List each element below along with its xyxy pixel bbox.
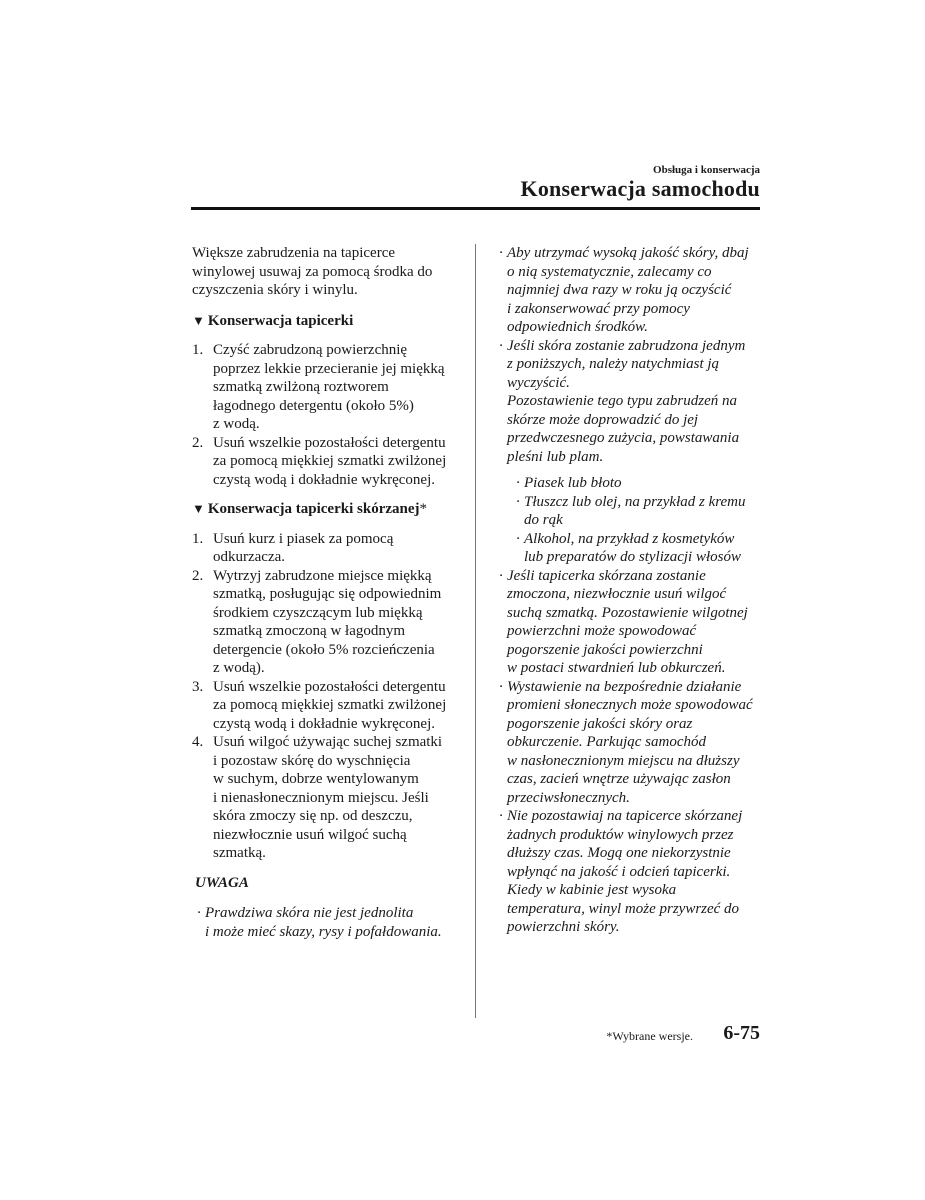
section-heading-leather: ▼ Konserwacja tapicerki skórzanej* — [192, 501, 428, 517]
list-item: · Jeśli skóra zostanie zabrudzona jednym z poniższych, należy natychmiast ją wyczyścić. Pozostawienie tego typu zabrudzeń na skórze może doprowadzić do jej przedwczesnego zużycia, powstawania pleśni lub plam. · Piasek lub błoto · Tłuszcz lub olej, na przykład z kremu do rąk · Alkohol, na przykład z kosmetyków lub preparatów do stylizacji włosów — [498, 337, 766, 567]
chapter-title: Obsługa i konserwacja — [653, 164, 760, 176]
footnote: *Wybrane wersje. — [606, 1029, 693, 1043]
right-column — [498, 244, 766, 937]
section-heading-upholstery: ▼ Konserwacja tapicerki — [192, 312, 354, 329]
list-item: 2. Wytrzyj zabrudzone miejsce miękką szmatką, posługując się odpowiednim środkiem czyszczącym lub miękką szmatką zmoczoną w łagodnym detergencie (około 5% rozcieńczenia z wodą). — [192, 567, 442, 676]
note-bullet: · Prawdziwa skóra nie jest jednolita i może mieć skazy, rysy i pofałdowania. — [197, 905, 442, 940]
list-item: 3. Usuń wszelkie pozostałości detergentu za pomocą miękkiej szmatki zwilżonej czystą wodą i dokładnie wykręconej. — [192, 678, 447, 732]
list-item: · Jeśli tapicerka skórzana zostanie zmoczona, niezwłocznie usuń wilgoć suchą szmatką. Pozostawienie wilgotnej powierzchni może spowodować pogorszenie jakości powierzchni w postaci stwardnień lub obkurczeń. — [499, 567, 748, 676]
list-item: 2. Usuń wszelkie pozostałości detergentu za pomocą miękkiej szmatki zwilżonej czystą wodą i dokładnie wykręconej. — [192, 434, 447, 488]
optional-version-mark: * — [419, 501, 428, 517]
note-title: UWAGA — [195, 874, 249, 891]
page-number: 6-75 — [723, 1022, 760, 1044]
leather-steps — [192, 530, 457, 863]
list-item: · Nie pozostawiaj na tapicerce skórzanej żadnych produktów winylowych przez dłuższy czas. Mogą one niekorzystnie wpłynąć na jakość i odcień tapicerki. Kiedy w kabinie jest wysoka temperatura, winyl może przywrzeć do powierzchni skóry. — [499, 808, 743, 935]
header-rule — [191, 207, 760, 210]
triangle-icon: ▼ — [192, 501, 205, 516]
list-item: · Tłuszcz lub olej, na przykład z kremu do rąk — [516, 493, 746, 528]
list-item: 1. Czyść zabrudzoną powierzchnię poprzez lekkie przecieranie jej miękką szmatką zwilżoną roztworem łagodnego detergentu (około 5%) z wodą. — [192, 342, 445, 432]
list-item: 1. Usuń kurz i piasek za pomocą odkurzacza. — [192, 530, 394, 565]
upholstery-steps — [192, 341, 457, 489]
column-divider — [475, 244, 476, 1018]
list-item: · Wystawienie na bezpośrednie działanie promieni słonecznych może spowodować pogorszenie jakości skóry oraz obkurczenie. Parkując samochód w nasłonecznionym miejscu na dłuższy czas, zacień wnętrze używając zasłon przeciwsłonecznych. — [499, 678, 753, 806]
list-item: · Aby utrzymać wysoką jakość skóry, dbaj o nią systematycznie, zalecamy co najmniej dwa razy w roku ją oczyścić i zakonserwować przy pomocy odpowiednich środków. — [499, 245, 749, 335]
contaminant-list — [515, 474, 766, 567]
intro-paragraph: Większe zabrudzenia na tapicerce winylowej usuwaj za pomocą środka do czyszczenia skóry i winylu. — [192, 245, 433, 298]
list-item: · Alkohol, na przykład z kosmetyków lub preparatów do stylizacji włosów — [516, 530, 741, 565]
left-column — [192, 244, 457, 941]
list-item: 4. Usuń wilgoć używając suchej szmatki i pozostaw skórę do wyschnięcia w suchym, dobrze wentylowanym i nienasłonecznionym miejscu. Jeśli skóra zmoczy się np. od deszczu, niezwłocznie usuń wilgoć suchą szmatką. — [192, 734, 443, 861]
page-title: Konserwacja samochodu — [520, 176, 760, 201]
triangle-icon: ▼ — [192, 312, 205, 328]
list-item: · Piasek lub błoto — [516, 475, 622, 491]
